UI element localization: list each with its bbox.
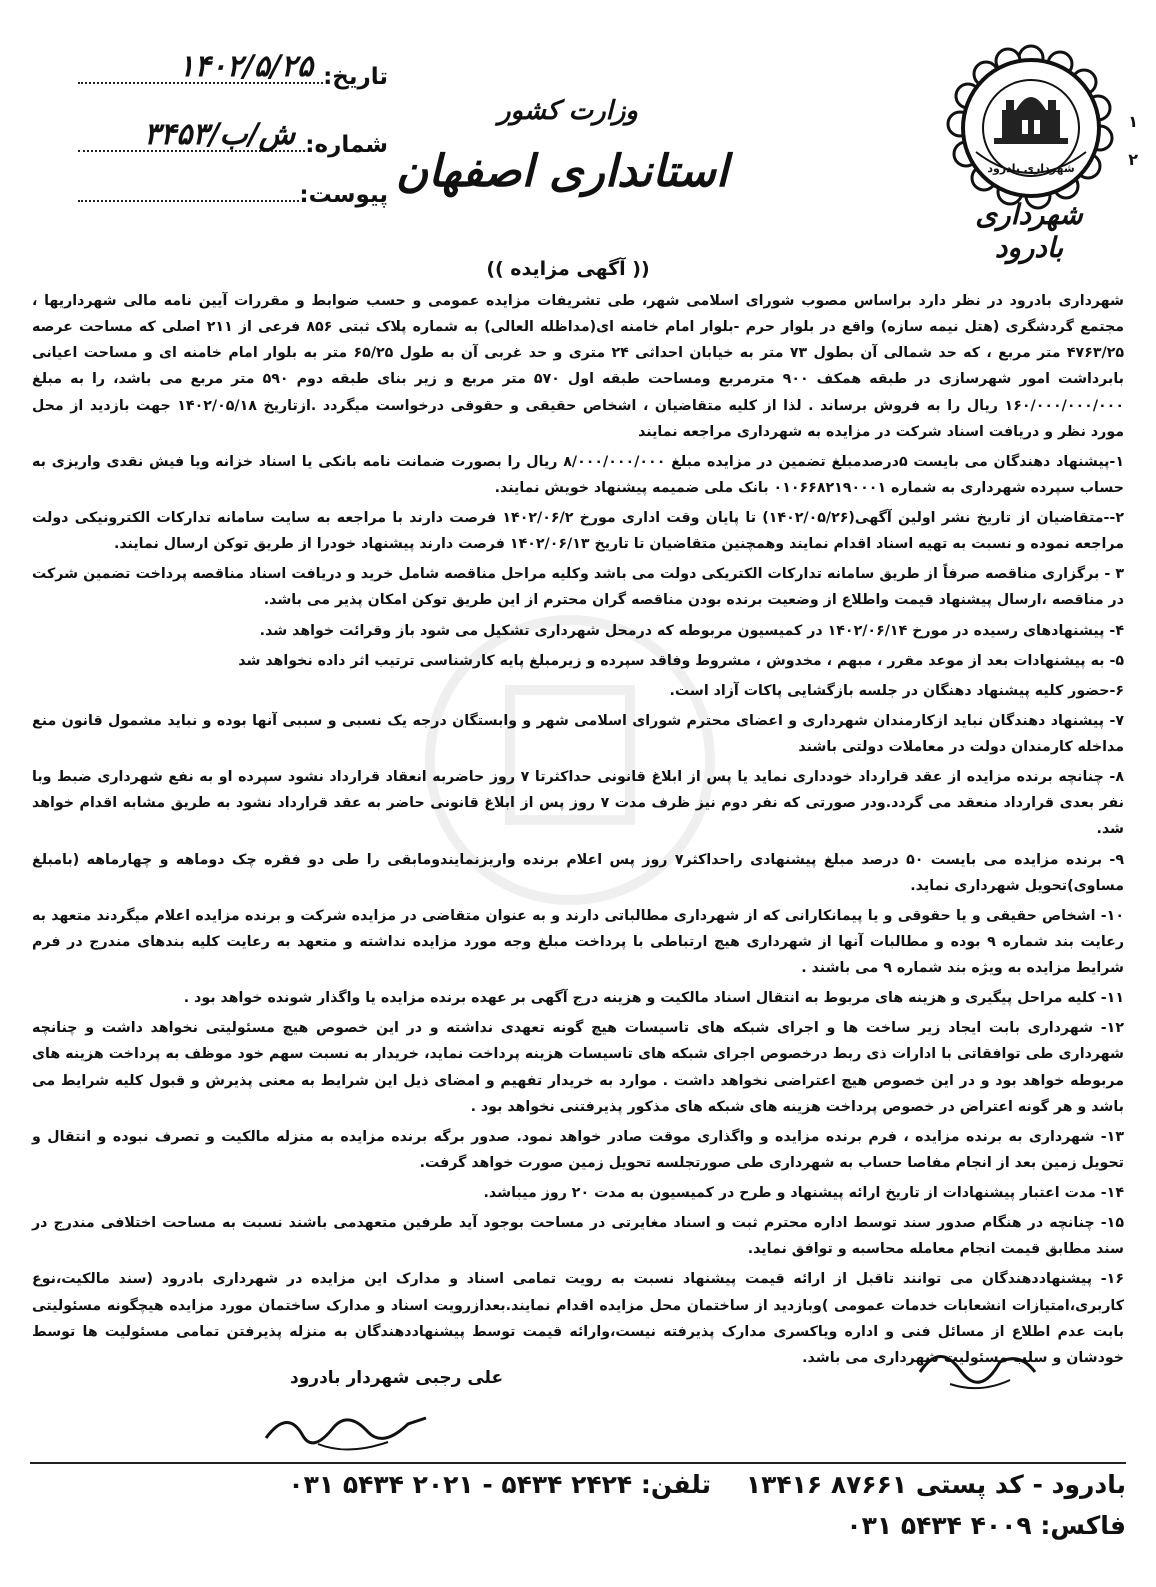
logo-inscription: شهرداری بادرود (987, 162, 1075, 175)
clause-15: ۱۵- چنانچه در هنگام صدور سند توسط اداره محترم ثبت و اسناد مغایرتی در مساحت بوجود آید طرفین متعهدمی باشند نسبت به مساحت اختلافی مندرج در سند مطابق قیمت انجام معامله محاسبه و توافق نماید. (32, 1215, 1124, 1258)
footer-fax-value: ۰۳۱ ۵۴۳۴ ۴۰۰۹ (846, 1511, 1032, 1541)
number-label: شماره: (305, 132, 388, 158)
clause-8: ۸- چنانچه برنده مزایده از عقد قرارداد خودداری نماید یا پس از ابلاغ قانونی حداکثرتا ۷ روز حاضربه انعقاد قرارداد نشود سپرده او به نفع شهرداری ضبط وبا نفر بعدی قرارداد منعقد می گردد.ودر صورتی که نفر دوم نیز ظرف مدت ۷ روز پس از ابلاغ قانونی حاضر به عقد قرارداد نشود به طریق مشابه اقدام خواهد شد. (32, 769, 1125, 838)
clause-13: ۱۳- شهرداری به برنده مزایده ، فرم برنده مزایده و واگذاری موقت صادر خواهد نمود. صدور برگه برنده مزایده به منزله مالکیت و تصرف نبوده و انتقال و تحویل زمین بعد از انجام مفاصا حساب به شهرداری طی صورتجلسه تحویل زمین صورت خواهد گرفت. (32, 1128, 1124, 1171)
clause-16: ۱۶- پیشنهاددهندگان می توانند تاقبل از ارائه قیمت پیشنهاد نسبت به رویت تمامی اسناد و مدارک این مزایده در شهرداری بادرود (سند مالکیت،نوع کاربری،امتیازات انشعابات خدمات عمومی )وبازدید از ساختمان محل مزایده اقدام نمایند.بعدازرویت اسناد و مدارک ساختمان مورد مزایده هیچگونه مسئولیتی بابت عدم اطلاع از مسائل فنی و اداره ویاکسری مدارک پذیرفته نیست،وارائه قیمت توسط پیشنهاددهندگان به منزله پذیرفتن تمامی مسئولیت ها توسط خودشان و سلب مسئولیت شهرداری می باشد. (32, 1271, 1124, 1366)
clause-6: ۶-حضور کلیه پیشنهاد دهنگان در جلسه بازگشایی پاکات آزاد است. (669, 682, 1124, 699)
clause-3: ۳ - برگزاری مناقصه صرفاً از طریق سامانه تدارکات الکتریکی دولت می باشد وکلیه مراحل مناقصه شامل خرید و دریافت اسناد مناقصه پرداخت تضمین شرکت در مناقصه ،ارسال پیشنهاد قیمت واطلاع از وضعیت برنده بودن مناقصه گران محترم از این طریق توکن امکان پذیر می باشد. (32, 566, 1124, 609)
clause-1: ۱-پیشنهاد دهندگان می بایست ۵درصدمبلغ تضمین در مزایده مبلغ ۸/۰۰۰/۰۰۰/۰۰۰ ریال را بصورت ضمانت نامه بانکی یا اسناد خزانه ویا فیش نقدی واریزی به حساب سپرده شهرداری به شماره ۰۱۰۶۶۸۲۱۹۰۰۰۱ بانک ملی ضمیمه پیشنهاد خویش نمایند. (32, 453, 1124, 496)
margin-mark-1: ۱ (1128, 112, 1138, 131)
signer-name: علی رجبی شهردار بادرود (290, 1368, 504, 1388)
attachment-dotted-field (78, 178, 299, 202)
footer-phone-value: ۰۳۱ ۵۴۳۴ ۲۰۲۱ - ۵۴۳۴ ۲۴۲۴ (288, 1470, 633, 1499)
attachment-line (78, 178, 388, 208)
notice-title: (( آگهی مزایده )) (486, 258, 650, 280)
footer-fax-label: فاکس: (1040, 1511, 1126, 1541)
number-value: ۳۴۵۳/ش/ب (144, 117, 296, 152)
clause-9: ۹- برنده مزایده می بایست ۵۰ درصد مبلغ پیشنهادی راحداکثر۷ روز پس اعلام برنده واریزنمایندومابقی را طی دو فقره چک دوماهه و چهارماهه (بامبلغ مساوی)تحویل شهرداری نماید. (32, 851, 1124, 894)
attachment-label: پیوست: (299, 182, 388, 208)
issuer-name: شهرداری بادرود (975, 198, 1083, 264)
intro-paragraph: شهرداری بادرود در نظر دارد براساس مصوب شورای اسلامی شهر، طی تشریفات مزایده عمومی و حسب ضوابط و مقررات آیین نامه مالی شهرداریها ، مجتمع گردشگری (هتل نیمه سازه) واقع در بلوار حرم -بلوار امام خامنه ای(مداظله العالی) به شماره پلاک ثبتی ۸۵۶ فرعی از ۲۱۱ اصلی که مساحت عرصه ۴۷۶۳/۲۵ متر مربع ، که حد شمالی آن بطول ۷۳ متر به خیابان احداثی ۲۴ متری و حد غربی آن به طول ۶۵/۲۵ متر به بلوار امام خامنه ای و مساحت اعیانی بابرداشت امور شهرسازی در طبقه همکف ۹۰۰ مترمربع ومساحت طبقه اول ۵۷۰ متر مربع و زیر بنای طبقه دوم ۵۹۰ متر مربع می باشد، را به مبلغ ۱۶۰/۰۰۰/۰۰۰/۰۰۰ ریال را به فروش برساند . لذا از کلیه متقاضیان ، اشخاص حقیقی و حقوقی درخواست میگردد .ازتاریخ ۱۴۰۲/۰۵/۱۸ جهت بازدید از محل مورد نظر و دریافت اسناد شرکت در مزایده به شهرداری مراجعه نمایند (32, 293, 1125, 440)
clause-7: ۷- پیشنهاد دهندگان نباید ازکارمندان شهرداری و اعضای محترم شورای اسلامی شهر و وابستگان درجه یک نسبی و سببی آنها بوده و نباید مشمول قانون منع مداخله کارمندان دولت در معاملات دولتی باشند (32, 712, 1124, 755)
number-dotted-field (78, 117, 305, 152)
clause-11: ۱۱- کلیه مراحل پیگیری و هزینه های مربوط به انتقال اسناد مالکیت و هزینه درج آگهی بر عهده برنده مزایده یا واگذار شونده خواهد بود . (183, 990, 1124, 1007)
clause-2: ۲--متقاضیان از تاریخ نشر اولین آگهی(۱۴۰۲/۰۵/۲۶) تا پایان وقت اداری مورخ ۱۴۰۲/۰۶/۲ فرصت دارند با مراجعه به سایت سامانه تدارکات الکترونیکی دولت مراجعه نموده و نسبت به تهیه اسناد اقدام نمایند وهمچنین متقاضیان تا تاریخ ۱۴۰۲/۰۶/۱۳ فرصت دارند پیشنهاد خودرا از طریق توکن ارسال نمایند. (32, 510, 1124, 553)
clause-10: ۱۰- اشخاص حقیقی و یا حقوقی و یا پیمانکارانی که از شهرداری مطالباتی دارند و به عنوان متقاضی در مزایده شرکت و برنده مزایده اعلام میگردند متعهد به رعایت بند شماره ۹ بوده و مطالبات آنها از شهرداری هیچ ارتباطی با پرداخت مبلغ وجه مورد مزایده نداشته و متعهد به رعایت کلیه بندهای مندرج در فرم شرایط مزایده به ویژه بند شماره ۹ می باشند . (32, 907, 1124, 976)
number-line (78, 117, 388, 158)
footer-phone-label: تلفن: (640, 1470, 711, 1499)
seal-scribble (910, 1332, 1050, 1402)
date-line (78, 49, 388, 90)
notice-body (32, 288, 1124, 1375)
clause-12: ۱۲- شهرداری بابت ایجاد زیر ساخت ها و اجرای شبکه های تاسیسات هیچ گونه تعهدی نداشته و در این خصوص هیچ مسئولیتی نخواهد داشت و چنانچه شهرداری طی توافقاتی با ادارات ذی ربط درخصوص اجرای شبکه های تاسیسات هزینه پرداخت نماید، خریدار به نسبت سهم خود موظف به پرداخت هزینه های مربوطه خواهد بود و در این خصوص هیچ اعتراضی نخواهد داشت . موارد به خریدار تفهیم و امضای ذیل این شرایط به معنی پذیرش و قبول کلیه شرایط می باشد و هر گونه اعتراض در خصوص پرداخت هزینه های شبکه های مذکور پذیرفتنی نخواهد بود . (32, 1020, 1124, 1115)
governorate-heading: استانداری اصفهان (395, 146, 729, 197)
clause-14: ۱۴- مدت اعتبار پیشنهادات از تاریخ ارائه پیشنهاد و طرح در کمیسیون به مدت ۲۰ روز میباشد. (483, 1185, 1124, 1201)
date-value: ۱۴۰۲/۵/۲۵ (178, 49, 314, 84)
footer-address: بادرود - کد پستی ۸۷۶۶۱ ۱۳۴۱۶ (745, 1470, 1126, 1499)
clause-4: ۴- پیشنهادهای رسیده در مورخ ۱۴۰۲/۰۶/۱۴ در کمیسیون مربوطه که درمحل شهرداری تشکیل می شود باز وقرائت خواهد شد. (259, 622, 1124, 639)
clause-5: ۵- به پیشنهادات بعد از موعد مقرر ، مبهم ، مخدوش ، مشروط وفاقد سپرده و زیرمبلغ پایه کارشناسی ترتیب اثر داده نخواهد شد (238, 652, 1124, 669)
ministry-heading: وزارت کشور (498, 96, 638, 126)
footer-contact (30, 1464, 1126, 1547)
handwritten-signature (258, 1398, 433, 1460)
date-label: تاریخ: (323, 64, 388, 90)
margin-mark-2: ۲ (1128, 150, 1138, 169)
date-dotted-field (78, 49, 323, 84)
